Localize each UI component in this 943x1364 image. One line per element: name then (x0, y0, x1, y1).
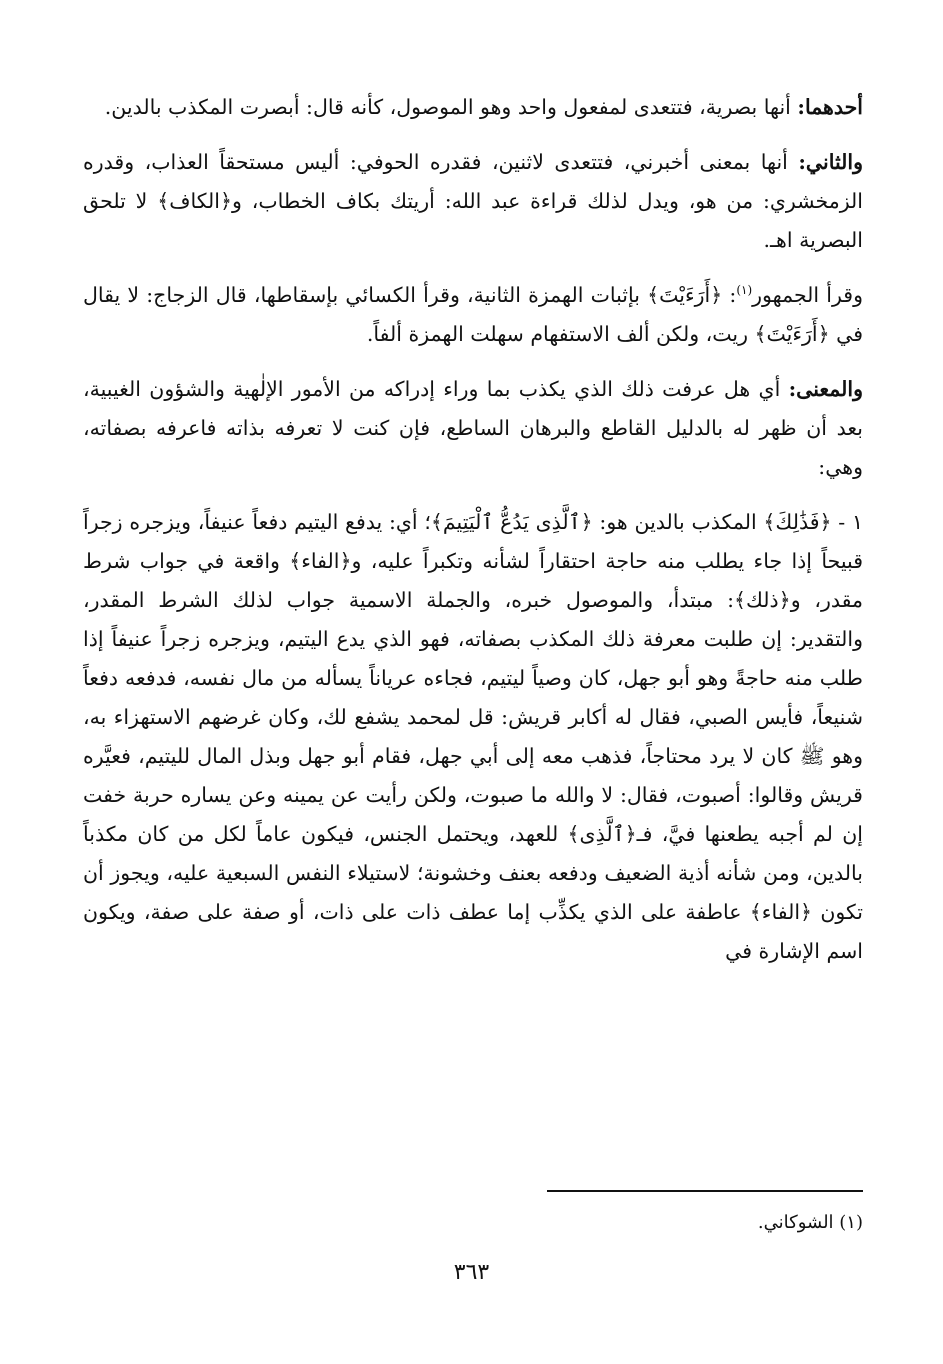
paragraph-second-opinion (83, 143, 863, 260)
paragraph-first-opinion (83, 88, 863, 127)
paragraph-text: أي هل عرفت ذلك الذي يكذب بما وراء إدراكه من الأمور الإلٰهية والشؤون الغيبية، بعد أن ظهر له بالدليل القاطع والبرهان الساطع، فإن كنت لا تعرفه بذاته فاعرفه بصفاته، وهي: (83, 377, 863, 479)
paragraph-meaning (83, 370, 863, 487)
paragraph-text: أنها بصرية، فتتعدى لمفعول واحد وهو الموصول، كأنه قال: أبصرت المكذب بالدين. (104, 95, 798, 119)
page-number: ٣٦٣ (453, 1260, 490, 1285)
paragraph-readings (83, 276, 863, 354)
paragraph-lead: والثاني: (798, 150, 863, 174)
paragraph-point-one (83, 503, 863, 971)
footnote: (١) الشوكاني. (757, 1212, 863, 1233)
footnote-reference[interactable]: (١) (736, 283, 753, 298)
paragraph-lead: أحدهما: (797, 95, 863, 119)
paragraph-text: ١ - ﴿فَذَٰلِكَ﴾ المكذب بالدين هو: ﴿ٱلَّذِى يَدُعُّ ٱلْيَتِيمَ﴾؛ أي: يدفع اليتيم دفعاً عنيفاً، ويزجره زجراً قبيحاً إذا جاء يطلب منه حاجة احتقاراً لشأنه وتكبراً عليه، و﴿الفاء﴾ واقعة في جواب شرط مقدر، و﴿ذلك﴾: مبتدأ، والموصول خبره، والجملة الاسمية جواب لذلك الشرط المقدر، والتقدير: إن طلبت معرفة ذلك المكذب بصفاته، فهو الذي يدع اليتيم، ويزجره زجراً عنيفاً إذا طلب منه حاجةً وهو أبو جهل، كان وصياً ليتيم، فجاءه عرياناً يسأله من مال نفسه، فدفعه دفعاً شنيعاً، فأيس الصبي، فقال له أكابر قريش: قل لمحمد يشفع لك، وكان غرضهم الاستهزاء به، وهو ﷺ كان لا يرد محتاجاً، فذهب معه إلى أبي جهل، فقام أبو جهل وبذل المال لليتيم، فعيَّره قريش وقالوا: أصبوت، فقال: لا والله ما صبوت، ولكن رأيت عن يمينه وعن يساره حربة خفت إن لم أجبه يطعنها فيَّ، فـ﴿ٱلَّذِى﴾ للعهد، ويحتمل الجنس، فيكون عاماً لكل من كان مكذباً بالدين، ومن شأنه أذية الضعيف ودفعه بعنف وخشونة؛ لاستيلاء النفس السبعية عليه، ويجوز أن تكون ﴿الفاء﴾ عاطفة على الذي يكذِّب إما عطف ذات على ذات، أو صفة على صفة، ويكون اسم الإشارة في (83, 510, 863, 963)
paragraph-text: أنها بمعنى أخبرني، فتتعدى لاثنين، فقدره الحوفي: أليس مستحقاً العذاب، وقدره الزمخشري: من هو، ويدل لذلك قراءة عبد الله: أريتك بكاف الخطاب، و﴿الكاف﴾ لا تلحق البصرية اهـ. (83, 150, 863, 252)
paragraph-text: وقرأ الجمهور (752, 283, 864, 307)
footnote-divider (547, 1190, 863, 1192)
main-text (83, 88, 863, 987)
paragraph-lead: والمعنى: (788, 377, 863, 401)
paragraph-text: : ﴿أَرَءَيْتَ﴾ بإثبات الهمزة الثانية، وقرأ الكسائي بإسقاطها، قال الزجاج: لا يقال في ﴿أَرَءَيْتَ﴾ ريت، ولكن ألف الاستفهام سهلت الهمزة ألفاً. (83, 283, 863, 346)
